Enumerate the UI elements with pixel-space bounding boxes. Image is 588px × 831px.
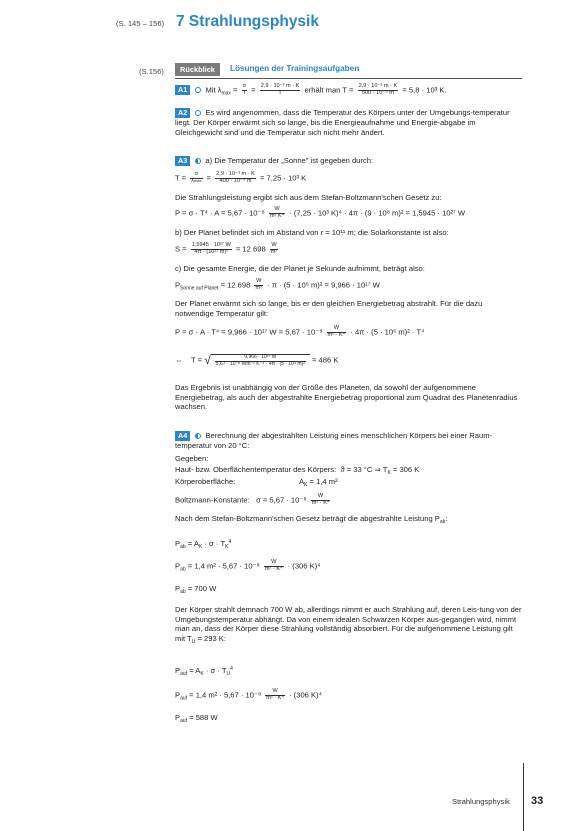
a4-pab2-end: · (306 K)⁴ (287, 561, 321, 571)
task-a1: A1 Mit $\lambda_{max}$ = $\frac{\sigma}{T}$ = $\frac{\text{2,9 · 10⁻³ m · K}}{T}$ erhält man T = $\frac{\text{2,9 · 10⁻³ m · K}}{\text{500 · 10⁻⁹ m}}$ = 5,8 · 10³ K. (175, 84, 523, 97)
a4-pab1-content: = A (187, 539, 199, 548)
a4-body-text-content: Der Körper strahlt demnach 700 W ab, allerdings nimmt er auch Strahlung auf, deren Leis-tung von der Umgebungstemperatur abhängt. Da von einem idealen Schwarzen Körper aus-gegangen wird, nimmt man an, dass der Körper diese Strahlung vollständig absorbiert. Für die aufgenommene Leistung gilt mit T (175, 605, 522, 644)
a4-haut-result: = 306 K (392, 465, 420, 474)
a3-a-result: = 7,25 · 10³ K (260, 173, 307, 183)
fraction: $\frac{W}{\text{m² · K⁴}}$ (311, 493, 330, 506)
footer-divider (523, 763, 524, 831)
a4-boltz-label: Boltzmann-Konstante: (175, 495, 250, 505)
fraction: $\frac{W}{\text{m² K⁴}}$ (269, 206, 285, 219)
a4-pab2: $P_{ab} = 1,4$ m² · 5,67 · 10⁻⁸ $\frac{W}{\text{m² · K⁴}}$ · (306 K)⁴ (175, 559, 321, 573)
fraction: $\frac{W}{\text{m²}}$ (270, 242, 278, 255)
a4-pauf2-end: · (306 K)⁴ (289, 690, 322, 700)
a3-t-formula: ⇔ T = √ $\frac{\text{9,966 · 10¹⁷ W}}{\text{5,67 · 10⁻⁸ Wm⁻² K⁻⁴ · 4π · (5 · 10⁶ m)²}}$ = 486 K (175, 353, 339, 367)
a4-koerper-row: Körperoberfläche: $A_K = 1,4$ m² (175, 477, 338, 488)
a1-text-start: Mit λ (205, 85, 222, 95)
section-title: Lösungen der Trainingsaufgaben (230, 64, 360, 73)
a3-b-result: = 12 698 (235, 244, 266, 254)
a3-c-text: c) Die gesamte Energie, die der Planet je Sekunde aufnimmt, beträgt also: (175, 264, 425, 273)
fraction: $\frac{\text{2,9 · 10⁻³ m · K}}{\text{400 · 10⁻⁹ m}}$ (216, 171, 255, 184)
a4-pauf1-content: = A (189, 666, 201, 675)
fraction: $\frac{W}{\text{m²}}$ (255, 278, 263, 291)
a3-c-formula-end: · π · (5 · 10⁶ m)² = 9,966 · 10¹⁷ W (267, 280, 380, 290)
task-tag: A1 (175, 85, 190, 95)
fraction: $\frac{W}{\text{m² · K⁴}}$ (327, 325, 346, 338)
a3-p-formula-start: P = σ · T⁴ · A = 5,67 · 10⁻⁸ (175, 208, 265, 218)
fraction: $\frac{\text{2,9 · 10⁻³ m · K}}{T}$ (260, 83, 300, 96)
a4-haut-row: Haut- bzw. Oberflächentemperatur des Körpers: ϑ = 33 °C ⇒ $T_K = 306$ K (175, 465, 420, 476)
task-tag: A2 (175, 108, 190, 118)
a3-eq-formula-end: · 4π · (5 · 10⁶ m)² · T⁴ (350, 327, 425, 337)
a4-pauf2-content: = 1,4 m² · 5,67 · 10⁻⁸ (189, 690, 262, 700)
a4-boltz-row (175, 494, 523, 507)
section-header (175, 62, 522, 79)
difficulty-icon (195, 158, 201, 164)
a2-text: Es wird angenommen, dass die Temperatur des Körpers unter der Umgebungs-temperatur liegt. Der Körper erwärmt sich so lange, bis die Energieaufnahme und Energie-abgabe im Gleichgewicht sind und die Temperatur sich nicht mehr ändert. (175, 108, 510, 137)
a3-c-formula: $P_{Sonne auf Planet} = 12$ 698 $\frac{W}{\text{m²}}$ · π · (5 · 10⁶ m)² = 9,966 · 10¹⁷ W (175, 278, 380, 292)
a4-pab2-content: = 1,4 m² · 5,67 · 10⁻⁸ (187, 561, 260, 571)
a4-body-text-end: = 293 K: (197, 634, 226, 644)
a3-c-formula-start: = 12 698 (220, 280, 251, 290)
a3-conclusion: Das Ergebnis ist unabhängig von der Größe des Planeten, da sowohl der aufgenommene Energiebetrag, als auch der abgestrahlte Energiebetrag proportional zum Quadrat des Planetenradius wachsen. (175, 383, 518, 412)
a4-law-text: Nach dem Stefan-Boltzmann'schen Gesetz beträgt die abgestrahlte Leistung $P_{ab}$: (175, 514, 448, 525)
a4-haut-label: Haut- bzw. Oberflächentemperatur des Körpers: (175, 465, 337, 474)
chapter-title: 7 Strahlungsphysik (176, 13, 319, 30)
task-a2 (175, 108, 523, 137)
a3-a-formula: T = $\frac{\sigma}{\lambda\max}$ = $\frac{\text{2,9 · 10⁻³ m · K}}{\text{400 · 10⁻⁹ m}}$ = 7,25 · 10³ K (175, 171, 307, 184)
a4-body-text: Der Körper strahlt demnach 700 W ab, allerdings nimmt er auch Strahlung auf, deren Leis-tung von der Umgebungstemperatur abhängt. Da von einem idealen Schwarzen Körper aus-gegangen wird, nimmt man an, dass der Körper diese Strahlung vollständig absorbiert. Für die aufgenommene Leistung gilt mit $T_U = 293$ K: (175, 605, 522, 646)
side-page-ref: (S.156) (139, 67, 164, 76)
a3-warm-text: Der Planet erwärmt sich so lange, bis er den gleichen Energiebetrag abstrahlt. Für die dazu notwendige Temperatur gilt: (175, 299, 483, 318)
root-expression (211, 354, 310, 367)
task-a4 (175, 431, 523, 451)
a3-t-result: = 486 K (312, 355, 339, 365)
page-range: (S. 145 – 156) (116, 19, 165, 28)
page-number: 33 (531, 795, 544, 807)
a4-haut-value: ϑ = 33 °C ⇒ T (340, 465, 388, 474)
a3-p-formula (175, 207, 523, 220)
a4-boltz-value: σ = 5,67 · 10⁻⁸ (256, 495, 307, 505)
difficulty-icon (195, 433, 201, 439)
a4-pauf3: $P_{auf} = 588$ W (175, 713, 218, 724)
difficulty-icon (195, 87, 201, 93)
a1-text-mid: erhält man (304, 85, 341, 95)
fraction: $\frac{\text{9,966 · 10¹⁷ W}}{\text{5,67 · 10⁻⁸ Wm⁻² K⁻⁴ · 4π · (5 · 10⁶ m)²}}$ (215, 354, 305, 367)
a4-pab3: $P_{ab} = 700$ W (175, 584, 217, 595)
difficulty-icon (195, 110, 201, 116)
a3-b-formula: S = $\frac{\text{1,5945 · 10²⁷ W}}{\text{4π · (10¹¹ m)²}}$ = 12 698 $\frac{W}{\text{m²}}$ (175, 242, 278, 255)
a4-koerper-label: Körperoberfläche: (175, 477, 236, 486)
task-a3 (175, 156, 523, 166)
a4-intro: Berechnung der abgestrahlten Leistung eines menschlichen Körpers bei einer Raum-temperatur von 20 °C: (175, 431, 493, 450)
a4-koerper-value: = 1,4 m² (309, 477, 338, 486)
a3-b-text: b) Der Planet befindet sich im Abstand von r = 10¹¹ m; die Solarkonstante ist also: (175, 228, 449, 237)
a4-pauf1: $P_{auf} = A_K \cdot \sigma \cdot T_U^4$ (175, 666, 233, 677)
fraction: $\frac{W}{\text{m² · K⁴}}$ (266, 688, 284, 701)
a3-p-formula-end: · (7,25 · 10³ K)⁴ · 4π · (9 · 10⁸ m)² = 1,5945 · 10²⁷ W (289, 208, 466, 218)
fraction: $\frac{\text{2,9 · 10⁻³ m · K}}{\text{500 · 10⁻⁹ m}}$ (358, 83, 398, 96)
fraction: $\frac{\sigma}{T}$ (242, 83, 247, 96)
a4-pauf2: $P_{auf} = 1,4$ m² · 5,67 · 10⁻⁸ $\frac{W}{\text{m² · K⁴}}$ · (306 K)⁴ (175, 688, 322, 702)
a4-pab3-content: = 700 W (187, 584, 217, 593)
a4-pab1: $P_{ab} = A_K \cdot \sigma \cdot T_K^4$ (175, 539, 232, 550)
a3-eq-formula (175, 326, 523, 339)
a4-pauf3-content: = 588 W (189, 713, 218, 722)
fraction: $\frac{\sigma}{\lambda\max}$ (191, 171, 202, 184)
fraction: $\frac{\text{1,5945 · 10²⁷ W}}{\text{4π · (10¹¹ m)²}}$ (191, 242, 231, 255)
a4-gegeben: Gegeben: (175, 454, 209, 463)
footer-title: Strahlungsphysik (452, 797, 510, 806)
task-tag: A4 (175, 431, 190, 441)
rueckblick-badge: Rückblick (175, 63, 220, 76)
fraction: $\frac{W}{\text{m² · K⁴}}$ (264, 559, 283, 572)
task-tag: A3 (175, 156, 190, 166)
a3-a-text: a) Die Temperatur der „Sonne" ist gegeben durch: (205, 156, 374, 165)
a3-eq-formula-start: P = σ · A · T⁴ = 9,966 · 10¹⁷ W = 5,67 · 10⁻⁸ (175, 327, 323, 337)
a1-result: = 5,8 · 10³ K. (402, 85, 447, 95)
a4-law-text-content: Nach dem Stefan-Boltzmann'schen Gesetz beträgt die abgestrahlte Leistung P (175, 514, 440, 523)
a3-p-text: Die Strahlungsleistung ergibt sich aus dem Stefan-Boltzmann'schen Gesetz zu: (175, 193, 442, 202)
